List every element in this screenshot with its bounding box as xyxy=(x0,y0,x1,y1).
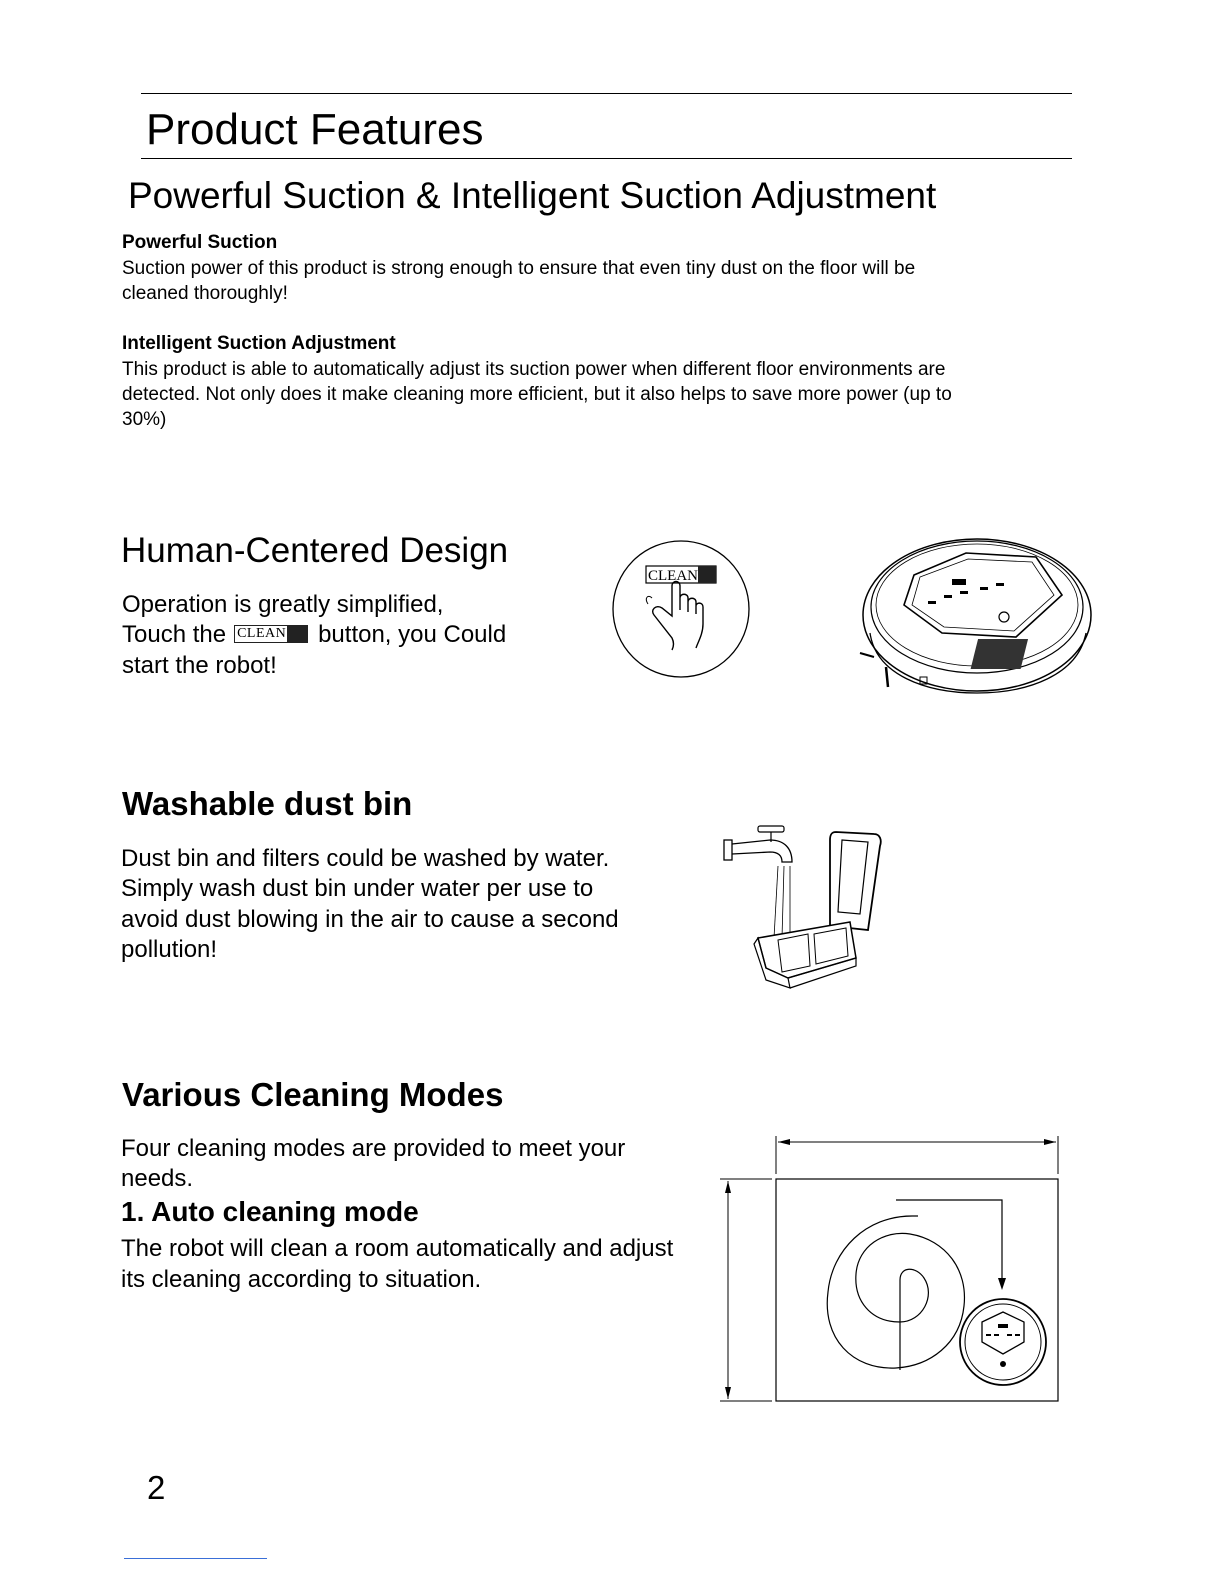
modes-intro-line-1: Four cleaning modes are provided to meet your xyxy=(121,1135,626,1162)
modes-heading: Various Cleaning Modes xyxy=(122,1076,504,1113)
intelligent-suction-line-2: detected. Not only does it make cleaning more efficient, but it also helps to save more power (up to xyxy=(122,384,952,405)
dustbin-line-2: Simply wash dust bin under water per use to xyxy=(121,875,594,902)
robot-vacuum-illustration xyxy=(856,535,1096,705)
clean-button-label: CLEAN xyxy=(237,625,287,641)
powerful-suction-title: Powerful Suction xyxy=(122,232,278,253)
auto-mode-line-1: The robot will clean a room automatically and adjust xyxy=(121,1235,674,1262)
page-number: 2 xyxy=(147,1469,166,1506)
design-line-1: Operation is greatly simplified, xyxy=(122,591,444,618)
suction-heading: Powerful Suction & Intelligent Suction Adjustment xyxy=(128,175,937,216)
illustration-clean-label: CLEAN xyxy=(648,568,698,584)
powerful-suction-line-1: Suction power of this product is strong enough to ensure that even tiny dust on the floor will be xyxy=(122,258,916,279)
intelligent-suction-line-3: 30%) xyxy=(122,409,167,430)
dustbin-heading: Washable dust bin xyxy=(122,785,413,822)
header-top-rule xyxy=(141,93,1072,94)
intelligent-suction-line-1: This product is able to automatically adjust its suction power when different floor environments are xyxy=(122,359,946,380)
touch-clean-button-illustration xyxy=(610,538,754,682)
design-line-3: start the robot! xyxy=(122,652,277,679)
design-line-2 xyxy=(122,620,506,651)
auto-mode-title: 1. Auto cleaning mode xyxy=(121,1196,419,1227)
auto-mode-line-2: its cleaning according to situation. xyxy=(121,1266,482,1293)
design-heading: Human-Centered Design xyxy=(121,531,509,570)
powerful-suction-line-2: cleaned thoroughly! xyxy=(122,283,288,304)
auto-cleaning-diagram xyxy=(716,1130,1066,1410)
dustbin-line-1: Dust bin and filters could be washed by water. xyxy=(121,845,610,872)
page-title: Product Features xyxy=(146,105,484,154)
footer-link-underline xyxy=(124,1558,267,1559)
dustbin-line-3: avoid dust blowing in the air to cause a second xyxy=(121,906,619,933)
design-line-2-pre: Touch the xyxy=(122,621,227,648)
header-bottom-rule xyxy=(141,158,1072,159)
modes-intro-line-2: needs. xyxy=(121,1165,194,1192)
dustbin-line-4: pollution! xyxy=(121,936,218,963)
faucet-dustbin-illustration xyxy=(718,818,888,994)
intelligent-suction-title: Intelligent Suction Adjustment xyxy=(122,333,396,354)
design-line-2-post: button, you Could xyxy=(318,621,507,648)
clean-button-icon xyxy=(234,625,308,643)
